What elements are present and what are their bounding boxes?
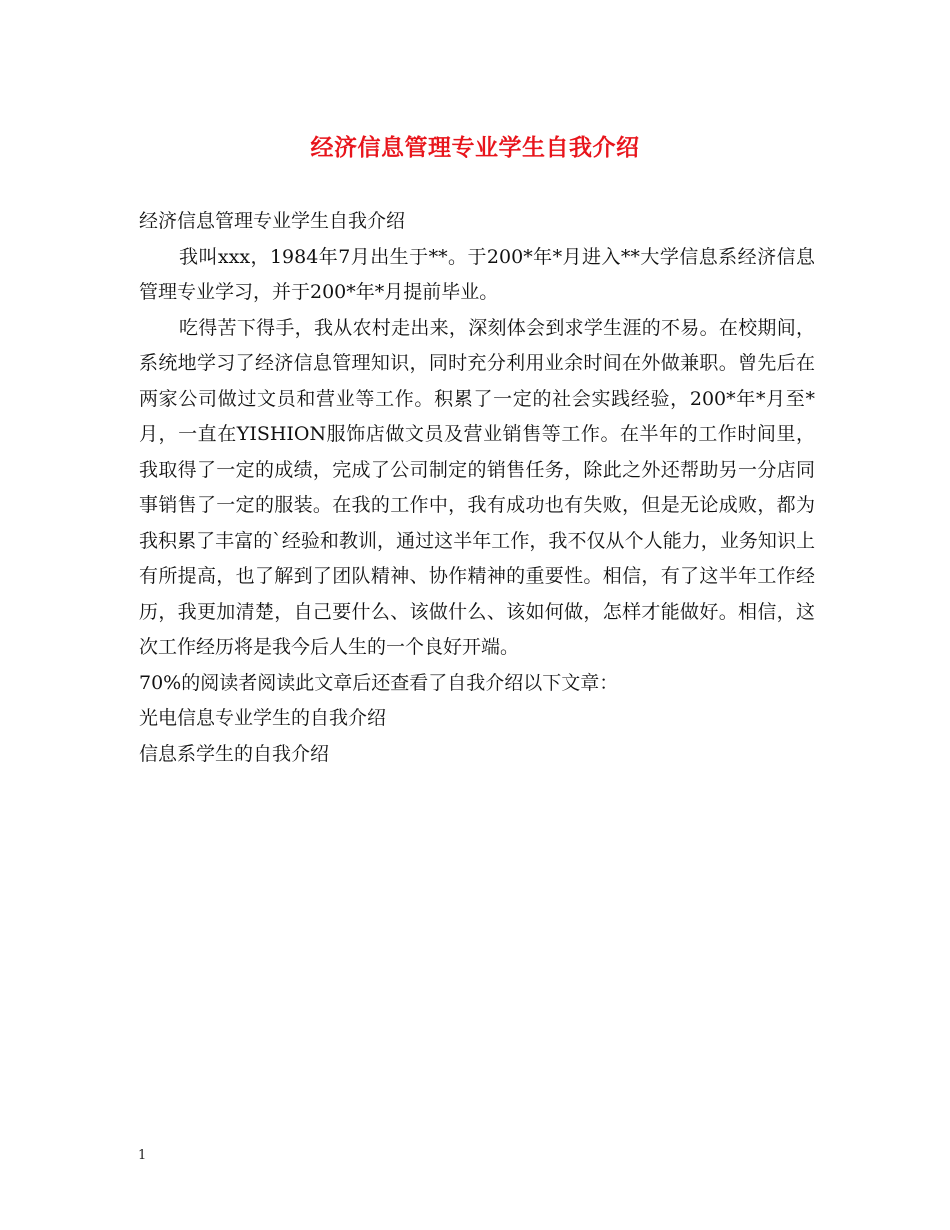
page-number: 1	[138, 1148, 147, 1163]
paragraph-intro: 我叫xxx，1984年7月出生于**。于200*年*月进入**大学信息系经济信息管理专业学习，并于200*年*月提前毕业。	[139, 245, 815, 303]
document-title: 经济信息管理专业学生自我介绍	[310, 134, 640, 161]
document-subtitle: 经济信息管理专业学生自我介绍	[139, 210, 406, 232]
paragraph-experience: 吃得苦下得手，我从农村走出来，深刻体会到求学生涯的不易。在校期间，系统地学习了经济信息管理知识，同时充分利用业余时间在外做兼职。曾先后在两家公司做过文员和营业等工作。积累了一定的社会实践经验，200*年*月至*月，一直在YISHION服饰店做文员及营业销售等工作。在半年的工作时间里，我取得了一定的成绩，完成了公司制定的销售任务，除此之外还帮助另一分店同事销售了一定的服装。在我的工作中，我有成功也有失败，但是无论成败，都为我积累了丰富的`经验和教训，通过这半年工作，我不仅从个人能力，业务知识上有所提高，也了解到了团队精神、协作精神的重要性。相信，有了这半年工作经历，我更加清楚，自己要什么、该做什么、该如何做，怎样才能做好。相信，这次工作经历将是我今后人生的一个良好开端。	[139, 316, 815, 658]
document-body	[139, 204, 815, 772]
related-article-link[interactable]: 光电信息专业学生的自我介绍	[139, 707, 387, 729]
related-article-link[interactable]: 信息系学生的自我介绍	[139, 742, 330, 765]
related-articles-intro: 70%的阅读者阅读此文章后还查看了自我介绍以下文章：	[139, 671, 619, 694]
